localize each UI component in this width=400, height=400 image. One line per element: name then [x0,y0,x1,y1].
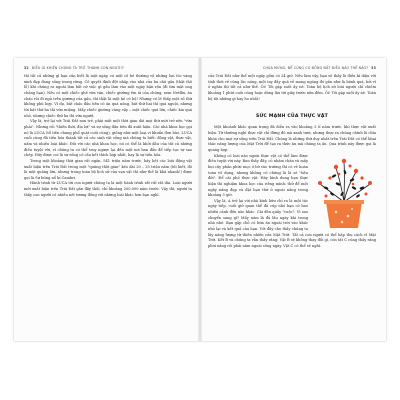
book-spread [14,58,386,341]
right-body-text [208,74,376,102]
left-paragraph-1: thì tất cả những gì bạn cần biết là một ngày, có một cô bé thường vô những lọn tóc vàng xinh đẹp đang sống trong rừng. Cô quyết định đột nhập vào nhà của ba chú gấu (thật thô lỗ) khi chúng ra ngoài làm bất cứ việc gì gấu làm vào một ngày bận rộn (đi tìm mật ong chẳng hạn). Nếu có một chiếc ghế vừa vặn, chiếc giường êm ái của chúng, xem Netflix, ăn cháo rồi đi ngủ trên giường của gấu, thì thật là một kẻ có hộ! Nhưng có lẽ thấy một số thứ không phù hợp. Ví dụ, bát cháo đầu tiên có ăn quá nóng, bát thứ hai thì quá nguội, nhưng tới bát thứ ba thì vừa miệng. Mấy chiếc giường cũng vậy – một chiếc quá lớn, chiếc kia quá nhỏ, nhưng chiếc thứ ba thì vừa người. [24,74,192,118]
right-intro-paragraph: của Trái Đất như thể một ngày gồm có 24 giờ. Nếu làm vậy, bạn sẽ thấy là điều kì diệu với tính thời về cùng lúc nóng, một tay đầy quá về mong ngóng đó gần như là bánh quá, bởi vì ở nghĩa thì tất cả như thế. Ôi! Tôi gặp suốt ấy nè. Toàn bộ lịch sử loài người chỉ chiếm khoảng 1 phút cuối cùng hoặc dùng lâu tới giây trước nữa đêm. Ôi! Tôi gặp suốt ấy nè. Toàn bộ tôi những gì hay ho nhất! [208,74,376,101]
right-page [200,58,386,341]
right-running-head [208,64,376,72]
right-section-paragraph-1: Một khoảnh khắc quan trọng đã diễn ra vào khoảng 3 tỉ năm trước, khi thực vật xuất hiện. Từ thường nghĩ thực vật chỉ đứng đó mà xanh tươi, nhưng thực ra chúng chính là chìa khóa cho mọi sự sống trên Trái Đất. Chúng là những thứ duy nhất trên Trái Đất có thể khai thác năng lượng của Mặt Trời để tạo ra thức ăn mà chúng ta ăn. Qua trình này được gọi là quang hợp. [208,125,376,152]
left-running-head [24,64,192,72]
potted-flower-icon [312,154,376,230]
right-section-paragraph-3: Vậy là, A trở lại với nhà kính hữu chỉ ra là một tác ngày tiếp, cuối giờ quan thể đã cúp nhỏ bạn có bao nhiêu cảnh đến nào khác. Cái đèn quấy "cuộc". Vì sao chuyển sang gì? Mấy năm là đủ lâu ngày khi trong nhà nhé. Bạn gặp chỗ có bữa ăn ngoài trời vào khác nhỏ lại và kết quả của bạn. Với đây cho thấy chúng ta lấy năng lượng từ thiên nhiên của Mặt Trời. Tất cả con người có thể hấp thụ cách vì Mặt Trời. Kết B và chúng ta vẫn thấy rằng: Vật B sẽ không thay đổi gì, còn tất C cũng thấy rằng phơi nắng rồi phải năm ngoài sống ngày. Vật C có thể sẽ nghĩ. [208,198,376,249]
left-running-head-text: ĐIỀU GÌ KHIẾN CHÚNG TA TRỞ THÀNH CON NGƯỜI? [31,66,124,70]
left-paragraph-4: Hành trình từ LUCA tới con người chúng ta là một hành trình rất rất rất dài. Loài người mới xuất hiện trên Trái Đất gần đây thôi, chỉ khoảng 200.000 năm trước. Vậy thì, người ta thấy con người có nhiều nét tương đồng với những loài khác hơn bạn nghĩ. [24,181,192,197]
right-section-text [208,125,376,249]
left-paragraph-2: Vậy là, trở lại với Trái Đất non trẻ, phải mất một thời gian dài mọi thứ mới trở nên "vừa phải". Nhưng rồi "thiên thời, địa lợi" và sự sống đầu tiên đã xuất hiện. Các nhà khoa học gọi nó là LUCA (tổ tiên chung phổ quát cuối cùng), giống như một loại vi khuẩn đơn bào. LUCA cuối cùng đã tiến hóa thành tất cả các sinh vật sống mà chúng ta biết: động vật, thực vật, nấm và nhiều loài khác. Đối với các nhà khoa học, nó có thể là khởi đầu của tất cả những điều tuyệt vời, vì chúng ta có thể truy ngược lại đến một nơi ban đầu để tiếp tục tự sao chép. Đây được coi là sự sống có cấu kết thích hợp nhất, hay là sự tiến hóa. [24,119,192,158]
left-paragraph-3: Trong một khoảng thời gian rất ngắn, 541 triệu năm trước, hãy hết các loài động vật xuất hiện trên Trái Đất trong một "quãng thời gian" kéo dài 20 – 25 triệu năm (tôi biết, đó là một quãng lớn, nhưng trong toàn bộ lịch sử của vạn vật thì như thế là khá nhanh!) được gọi là Sự bùng nổ kỉ Cambri. [24,158,192,180]
left-body-text [24,74,192,198]
right-page-number: 33 [371,66,376,70]
right-section-paragraph-2: Không có loài nào ngoài thực vật có thể làm được điều tuyệt vời này. Ban thấy đấy, cỏ nhám chăn và mấy bụi cây phần phức mọc ở bờ vào trường thì có vẻ hoàn toàn vô dụng, nhưng không có chúng là là sẽ "tiêu đời". Để cái phố thực vật. Hãy hình dung bạn thực hiện thí nghiệm khoa học của riêng mình: thử để một ngây nắng đẹp và đặt bạn thử ở ngoài nắng trong khoảng 5 giờ. [208,153,308,198]
right-running-head-text: CHÙA MƯNG, ĐỂ CŨNG CÓ ĐỒNG ĐẤT ĐIỀU NÀO THẾ NÀO? [263,66,369,70]
left-page-number: 32 [24,66,29,70]
section-title: SỨC MẠNH CỦA THỰC VẬT [255,114,329,120]
left-page [14,58,200,341]
